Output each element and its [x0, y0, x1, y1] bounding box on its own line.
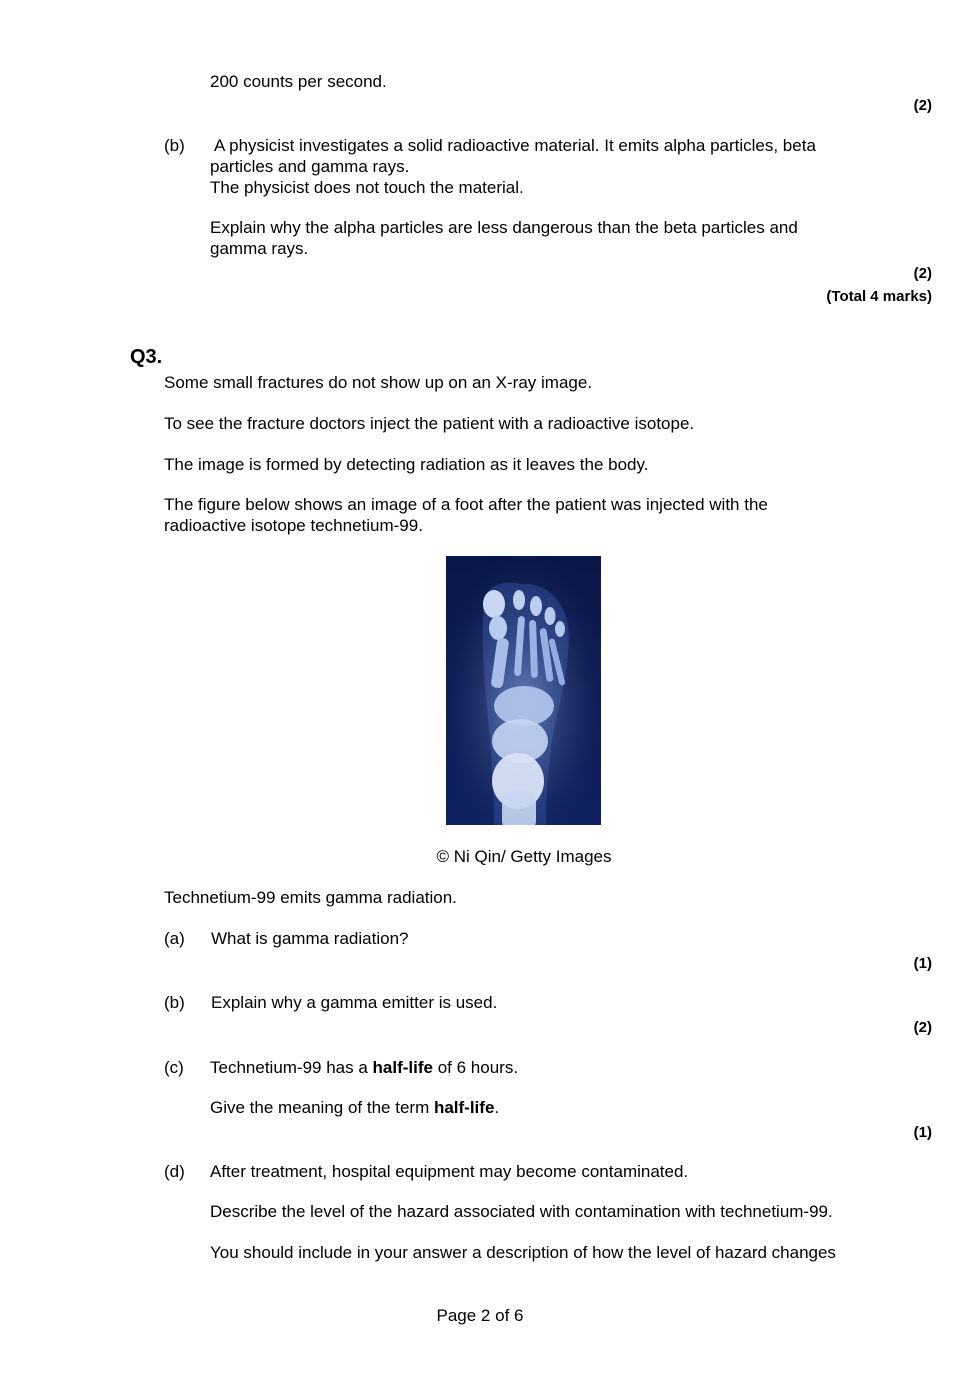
q3c-question-post: . — [494, 1098, 500, 1117]
q3c-text-pre: Technetium-99 has a — [210, 1058, 373, 1077]
q3-paragraph-1: Some small fractures do not show up on an X-ray image. — [164, 373, 593, 392]
q3-paragraph-4-line2: radioactive isotope technetium-99. — [164, 516, 423, 535]
q3c-question-pre: Give the meaning of the term — [210, 1098, 434, 1117]
q2b-line2: particles and gamma rays. — [210, 157, 410, 176]
q2b-line4: Explain why the alpha particles are less dangerous than the beta particles and — [210, 218, 798, 237]
footer-of-word: of — [495, 1306, 510, 1325]
q3-paragraph-2: To see the fracture doctors inject the patient with a radioactive isotope. — [164, 414, 695, 433]
q2b-label: (b) — [164, 136, 185, 155]
page-footer — [0, 1306, 960, 1326]
q3-paragraph-4-line1: The figure below shows an image of a foot after the patient was injected with the — [164, 495, 768, 514]
q3a-marks: (1) — [913, 955, 932, 972]
footer-total-pages: 6 — [514, 1306, 524, 1325]
q3b-label: (b) — [164, 993, 185, 1012]
q3a-label: (a) — [164, 929, 185, 948]
foot-xray-image — [446, 556, 601, 825]
q3d-text: After treatment, hospital equipment may become contaminated. — [210, 1162, 689, 1181]
q3d-line3: You should include in your answer a description of how the level of hazard changes — [210, 1243, 836, 1262]
footer-page-word: Page — [436, 1306, 477, 1325]
q2a-tail-text: 200 counts per second. — [210, 72, 387, 91]
q3a-text: What is gamma radiation? — [211, 929, 409, 948]
q3c-text-post: of 6 hours. — [433, 1058, 519, 1077]
q3d-line2: Describe the level of the hazard associated with contamination with technetium-99. — [210, 1202, 833, 1221]
q3-paragraph-3: The image is formed by detecting radiation as it leaves the body. — [164, 455, 649, 474]
q2-total-marks: (Total 4 marks) — [826, 288, 932, 305]
q3c-marks: (1) — [913, 1124, 932, 1141]
q3b-text: Explain why a gamma emitter is used. — [211, 993, 498, 1012]
q3-title: Q3. — [130, 346, 163, 368]
q3d-label: (d) — [164, 1162, 185, 1181]
q2b-line3: The physicist does not touch the material. — [210, 178, 524, 197]
image-caption: © Ni Qin/ Getty Images — [436, 847, 612, 866]
q2b-line1: A physicist investigates a solid radioactive material. It emits alpha particles, beta — [214, 136, 816, 155]
q2b-line5: gamma rays. — [210, 239, 309, 258]
footer-page-number: 2 — [480, 1306, 491, 1325]
q3c-text — [210, 1057, 518, 1078]
q3b-marks: (2) — [913, 1019, 932, 1036]
q2a-marks: (2) — [913, 97, 932, 114]
q3-paragraph-5: Technetium-99 emits gamma radiation. — [164, 888, 457, 907]
q2b-marks: (2) — [913, 265, 932, 282]
q3c-question — [210, 1097, 499, 1118]
q3c-label: (c) — [164, 1058, 184, 1077]
q3c-term-half-life: half-life — [372, 1058, 433, 1077]
q3c-question-term: half-life — [433, 1098, 495, 1117]
